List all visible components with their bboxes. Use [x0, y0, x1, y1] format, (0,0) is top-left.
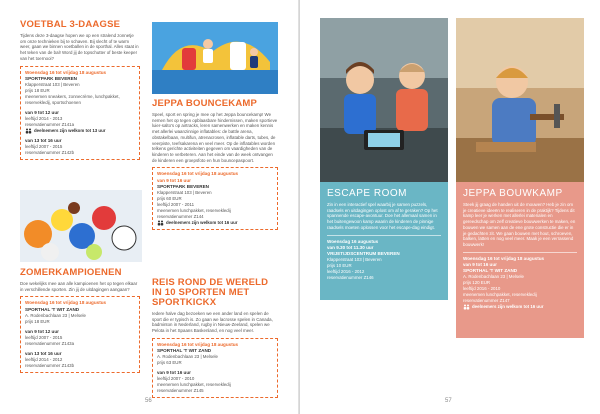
voetbal-res2: reservatienummer Z142b [25, 149, 75, 155]
bouw-age: leeftijd 2016 - 2010 [463, 286, 501, 292]
voetbal-body: Tijdens deze 3-daagse hopen we op een stralend zonnetje om onze technieken bij te schaven. Bij slecht of te warm weer, gaan we binnen voetballen in de sporthal. Alles staat in het teken van de bal! Word jij de topschutter of beste keeper van het toernooi? [20, 32, 139, 61]
reis-res: reservatienummer Z145 [157, 388, 204, 394]
bouw-date: Woensdag 16 tot vrijdag 18 augustus [463, 255, 545, 261]
bounce-infobox [152, 167, 278, 229]
escape-res: reservatienummer Z146 [327, 274, 374, 280]
bouw-body: Steek jij graag de handen uit de mouwen? Heb je zin om je creatieve ideeën te realiseren in de praktijk? Tijdens dit kamp leer je werken met allerlei materialen en gereedschap om zelf creatieve bouwwerken te maken, en bouwen we samen aan de ene grote constructie die er in je gedachten zit. We gaan bouwen met hout, schroeven, balken, latten en nog veel meer. Maak je een verrassend bouwwerk! [463, 202, 576, 248]
bounce-address: Klapperstraat 103 | Beveren [157, 190, 212, 195]
zomer-time1: van 9 tot 12 uur [25, 328, 59, 334]
zomer-date: Woensdag 16 tot vrijdag 18 augustus [25, 300, 107, 306]
people-icon [463, 304, 470, 310]
right-page [300, 0, 600, 414]
bounce-location: SPORTPARK BEVEREN [157, 183, 209, 189]
zomer-time2: van 13 tot 16 uur [25, 350, 62, 356]
bouw-bring: meenemen lunchpakket, reservekledij [463, 292, 537, 298]
voetbal-location: SPORTPARK BEVEREN [25, 75, 77, 81]
escape-location: VRIJETIJDSCENTRUM BEVEREN [327, 250, 400, 256]
reis-infobox [152, 338, 278, 398]
bouw-location: SPORTHAL 'T WIT ZAND [463, 268, 518, 274]
people-icon [25, 128, 32, 134]
voetbal-time2: van 13 tot 16 uur [25, 137, 62, 143]
bouw-panel [456, 182, 584, 338]
escape-panel [320, 182, 448, 300]
bounce-title: JEPPA BOUNCEKAMP [152, 98, 258, 109]
bounce-body: Speel, sport en spring je mee op het Jeppa bouncekamp! We nemen het op tegen opblaasbare hindernissen, maken sportieve luier-salto's op airtracks, leren samenwerken en maken kennis met allerlei waanzinnige inflatables: de battle arena, obstakelbaan, multifun, atrenacrosen, inflatable darts, tubes, de veerpiste, teefsakarena en veel meer. Op de inflatables worden telkens gerichte activiteiten gegeven om vaardigheden van de kinderen te verbeteren. Aan het einde van de week ontvangen de kinderen een groepsfoto en hun bouncepaspoort. [152, 111, 278, 163]
zomer-location: SPORTHAL 'T WIT ZAND [25, 306, 80, 312]
bouw-res: reservatienummer Z147 [463, 298, 510, 304]
reis-age: leeftijd 2007 - 2010 [157, 376, 195, 382]
sports-balls-illustration [20, 190, 142, 262]
bouw-photo [456, 18, 584, 182]
zomer-title: ZOMERKAMPIOENEN [20, 267, 122, 278]
reis-price: prijs 63 EUR [157, 360, 182, 366]
reis-date: Woensdag 16 tot vrijdag 18 augustus [157, 341, 239, 347]
bounce-photo [152, 22, 278, 94]
reis-section [152, 278, 278, 398]
voetbal-age2: leeftijd 2007 - 2015 [25, 143, 63, 149]
voetbal-section [20, 20, 140, 160]
voetbal-date: Woensdag 16 tot vrijdag 18 augustus [25, 69, 107, 75]
zomer-section [20, 268, 140, 373]
voetbal-time1: van 9 tot 12 uur [25, 109, 59, 115]
escape-address: Klapperstraat 103 | Beveren [327, 257, 382, 263]
page-number-left: 56 [145, 398, 152, 404]
voetbal-address: Klapperstraat 103 | Beveren [25, 81, 80, 87]
zomer-body: Doe wekelijks mee aan alle kampioenen het op tegen elkaar in verschillende sporten. Zin jij de uitdagingen aangaan? [20, 280, 138, 292]
page-number-right: 57 [445, 398, 452, 404]
escape-age: leeftijd 2016 - 2012 [327, 269, 365, 275]
voetbal-welcome-text: deelnemers zijn welkom tot 13 uur [34, 127, 106, 133]
voetbal-title: VOETBAL 3-DAAGSE [20, 19, 121, 30]
bounce-res: reservatienummer Z144 [157, 213, 204, 219]
sports-balls-photo [20, 190, 142, 262]
zomer-price: prijs 18 EUR [25, 318, 50, 324]
bounce-section [152, 99, 278, 230]
reis-bring: meenemen lunchpakket, reservekledij [157, 382, 231, 388]
bounce-time: van 9 tot 16 uur [157, 177, 191, 183]
bounce-age: leeftijd 2007 - 2011 [157, 201, 195, 207]
bounce-price: prijs 60 EUR [157, 195, 182, 201]
zomer-age1: leeftijd 2007 - 2015 [25, 334, 63, 340]
escape-photo [320, 18, 448, 182]
zomer-res2: reservatienummer Z143b [25, 362, 75, 368]
bouw-time: van 9 tot 16 uur [463, 261, 497, 267]
bouw-welcome-text: deelnemers zijn welkom tot 16 uur [472, 304, 544, 310]
zomer-address: A. Rodenbachlaan 23 | Melsele [25, 312, 86, 318]
bounce-date: Woensdag 16 tot vrijdag 18 augustus [157, 171, 239, 177]
escape-price: prijs 10 EUR [327, 263, 352, 269]
people-icon [157, 220, 164, 226]
bounce-bring: meenemen lunchpakket, reservekledij [157, 207, 231, 213]
bouw-address: A. Rodenbachlaan 23 | Melsele [463, 274, 524, 280]
zomer-infobox [20, 296, 140, 372]
reis-address: A. Rodenbachlaan 23 | Melsele [157, 354, 218, 360]
reis-title: REIS ROND DE WERELD IN 10 SPORTEN MET SPORTKICKX [152, 277, 269, 308]
zomer-age2: leeftijd 2014 - 2012 [25, 356, 63, 362]
bouw-welcome [463, 304, 577, 310]
bouw-illustration [456, 18, 584, 182]
reis-location: SPORTHAL 'T WIT ZAND [157, 347, 212, 353]
voetbal-infobox [20, 66, 140, 160]
escape-date: Woensdag 16 augustus [327, 238, 379, 244]
voetbal-price: prijs 18 EUR [25, 87, 50, 93]
bounce-illustration [152, 22, 278, 94]
bounce-welcome-text: deelnemers zijn welkom tot 16 uur [166, 219, 238, 225]
bouw-price: prijs 120 EUR [463, 280, 491, 286]
escape-illustration [320, 18, 448, 182]
bouw-title: JEPPA BOUWKAMP [463, 188, 563, 199]
escape-time: van 9.30 tot 11.30 uur [327, 244, 374, 250]
voetbal-age1: leeftijd 2014 - 2013 [25, 115, 63, 121]
voetbal-res1: reservatienummer Z141a [25, 121, 75, 127]
bounce-welcome [157, 220, 273, 226]
reis-body: Iedere halve dag bezoeken we een ander land en spelen de sport die er typisch is. Zo gaan we lacrosse spelen in Canada, badminton in Nederland, rugby in Nieuw-Zeeland, spelen we Pelota in het Spaans Baskenland, en nog veel meer. [152, 310, 273, 334]
voetbal-bring: meenemen sneakers, zonnecrème, lunchpakket, reservekledij, sportschoenen [25, 93, 120, 105]
escape-body: Zin in een interactief spel waarbij je samen puzzels, raadsels en uitdagingen oplost om af te geraken? Op het spannende escape-avontuur. Doe het allemaal samen in het buitengewoon kamp waarin de kinderen de pinnige raadsels moeten oplossen voor het escape-dag eindigt. [327, 202, 438, 230]
zomer-res1: reservatienummer Z143a [25, 340, 75, 346]
reis-time: van 9 tot 16 uur [157, 370, 191, 376]
escape-title: ESCAPE ROOM [327, 188, 407, 199]
